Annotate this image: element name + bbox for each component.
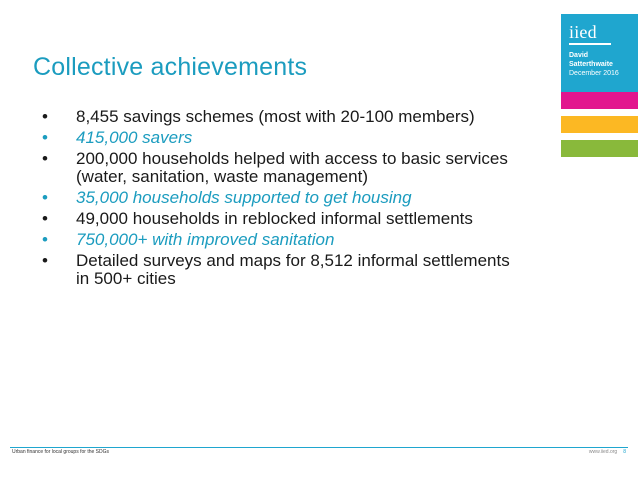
footer-website-link[interactable]: www.iied.org — [588, 449, 618, 455]
bullet-icon: • — [42, 230, 48, 249]
list-item-text: 750,000+ with improved sanitation — [76, 230, 335, 249]
author-last-name: Satterthwaite — [569, 61, 613, 68]
author-first-name: David — [569, 52, 589, 59]
list-item — [42, 150, 512, 186]
bullet-icon: • — [42, 107, 48, 126]
list-item-text: 415,000 savers — [76, 128, 193, 147]
list-item-text: 49,000 households in reblocked informal settlements — [76, 209, 473, 228]
page-number: 8 — [623, 449, 626, 455]
list-item-text: 8,455 savings schemes (most with 20-100 members) — [76, 107, 475, 126]
magenta-stripe — [561, 92, 638, 109]
footer-divider — [10, 447, 628, 448]
footer-title: Urban finance for local groups for the SDGs — [12, 449, 109, 455]
brand-panel — [561, 14, 638, 92]
bullet-icon: • — [42, 209, 48, 228]
list-item — [42, 210, 512, 228]
bullet-icon: • — [42, 149, 48, 168]
bullet-icon: • — [42, 128, 48, 147]
list-item — [42, 189, 512, 207]
slide-title: Collective achievements — [33, 53, 308, 81]
footer-right — [589, 449, 626, 455]
list-item — [42, 252, 512, 288]
list-item — [42, 231, 512, 249]
achievement-list — [42, 108, 512, 291]
author-block — [569, 51, 619, 78]
orange-stripe — [561, 116, 638, 133]
list-item — [42, 108, 512, 126]
bullet-icon: • — [42, 251, 48, 270]
list-item — [42, 129, 512, 147]
presentation-date: December 2016 — [569, 70, 619, 77]
bullet-icon: • — [42, 188, 48, 207]
iied-logo: iied — [569, 22, 597, 42]
list-item-text: 200,000 households helped with access to basic services (water, sanitation, waste management) — [76, 149, 508, 186]
green-stripe — [561, 140, 638, 157]
list-item-text: Detailed surveys and maps for 8,512 informal settlements in 500+ cities — [76, 251, 510, 288]
list-item-text: 35,000 households supported to get housing — [76, 188, 412, 207]
logo-rule — [569, 43, 611, 45]
